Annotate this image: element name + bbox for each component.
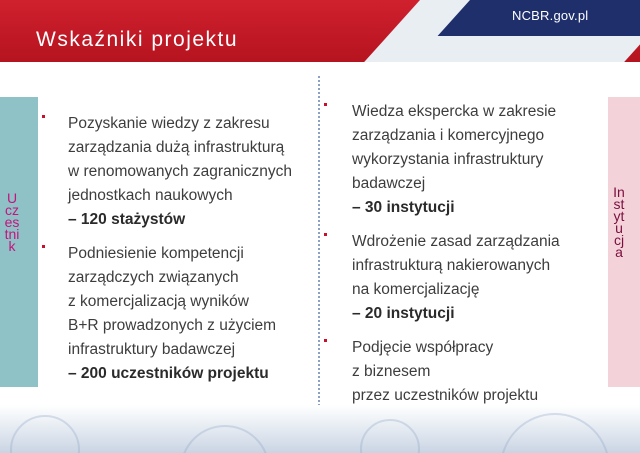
- item-text-line: B+R prowadzonych z użyciem: [68, 317, 277, 334]
- bullet-icon: [42, 115, 45, 118]
- decor-circle: [500, 413, 610, 453]
- item-text-line: z komercjalizacją wyników: [68, 293, 249, 310]
- item-text-line: w renomowanych zagranicznych: [68, 163, 292, 180]
- decor-circle: [10, 415, 80, 453]
- header-bar: [0, 0, 640, 62]
- item-result: – 20 instytucji: [352, 305, 455, 322]
- item-text-line: infrastruktury badawczej: [68, 341, 236, 358]
- item-text-line: wykorzystania infrastruktury: [352, 151, 544, 168]
- bullet-icon: [42, 245, 45, 248]
- side-label-uczestnik: Uczestnik: [4, 190, 20, 254]
- footer-decoration: [0, 405, 640, 453]
- bullet-icon: [324, 233, 327, 236]
- site-url[interactable]: NCBR.gov.pl: [512, 8, 589, 23]
- column-divider: [318, 76, 320, 406]
- item-text-line: Wiedza ekspercka w zakresie: [352, 103, 557, 120]
- item-result: – 200 uczestników projektu: [68, 365, 269, 382]
- item-text-line: przez uczestników projektu: [352, 387, 539, 404]
- item-text-line: Wdrożenie zasad zarządzania: [352, 233, 560, 250]
- list-item: [40, 242, 318, 386]
- item-text-line: Podjęcie współpracy: [352, 339, 494, 356]
- list-item: [322, 100, 604, 220]
- item-text-line: badawczej: [352, 175, 426, 192]
- item-text-line: Podniesienie kompetencji: [68, 245, 244, 262]
- item-text-line: jednostkach naukowych: [68, 187, 233, 204]
- item-text-line: zarządzania dużą infrastrukturą: [68, 139, 285, 156]
- left-column: [40, 112, 318, 396]
- item-text-line: zarządzania i komercyjnego: [352, 127, 545, 144]
- item-text-line: infrastrukturą nakierowanych: [352, 257, 551, 274]
- item-text-line: Pozyskanie wiedzy z zakresu: [68, 115, 270, 132]
- decor-circle: [180, 425, 270, 453]
- list-item: [40, 112, 318, 232]
- bullet-icon: [324, 103, 327, 106]
- right-column: [322, 100, 604, 442]
- side-label-instytucja: Instytucja: [613, 184, 625, 260]
- item-result: – 30 instytucji: [352, 199, 455, 216]
- item-result: – 120 stażystów: [68, 211, 186, 228]
- decor-circle: [360, 419, 420, 453]
- page-title: Wskaźniki projektu: [36, 28, 239, 51]
- item-text-line: na komercjalizację: [352, 281, 480, 298]
- item-text-line: zarządczych związanych: [68, 269, 239, 286]
- item-text-line: z biznesem: [352, 363, 431, 380]
- list-item: [322, 230, 604, 326]
- bullet-icon: [324, 339, 327, 342]
